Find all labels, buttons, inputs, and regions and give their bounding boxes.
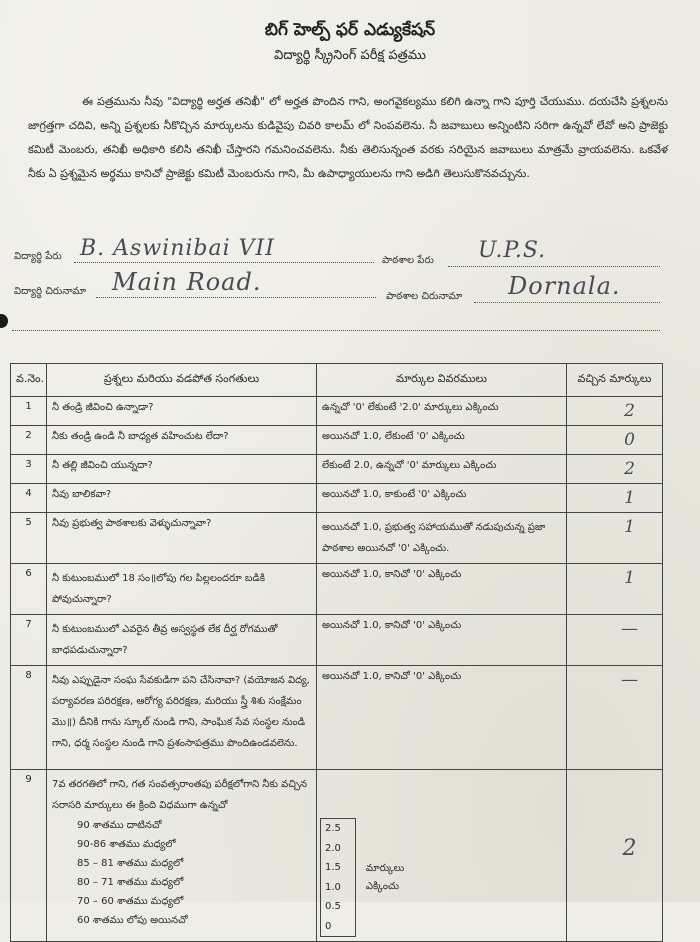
screening-table	[10, 363, 663, 942]
handwritten-mark: 1	[624, 488, 635, 508]
row-mark[interactable]	[567, 666, 663, 770]
score-value: 0.5	[325, 901, 341, 912]
school-name-label: పాఠశాల పేరు	[382, 255, 434, 266]
row-number: 6	[11, 564, 47, 615]
table-row	[11, 484, 663, 513]
score-value: 0	[325, 920, 332, 932]
table-header-row	[11, 364, 663, 397]
row-question: నీవు ప్రభుత్వ పాఠశాలకు వెళ్ళుచున్నావా?	[47, 513, 317, 564]
table-row	[11, 770, 663, 942]
student-address-label: విద్యార్థి చిరునామా	[14, 286, 87, 297]
score-value: 1.0	[325, 881, 341, 893]
handwritten-mark: 1	[624, 517, 635, 537]
row-mark[interactable]	[567, 513, 663, 564]
row-mark[interactable]	[567, 770, 663, 942]
row-details: అయినచో 1.0, కానిచో '0' ఎక్కించు	[317, 615, 567, 666]
table-row	[11, 513, 663, 564]
score-value: 1.5	[325, 862, 341, 873]
student-address-line	[96, 297, 376, 298]
table-row	[11, 397, 663, 426]
school-name-line	[448, 266, 660, 267]
row-number: 1	[11, 397, 47, 426]
school-address-line	[474, 302, 660, 303]
row-details: ఉన్నచో '0' లేకుంటే '2.0' మార్కులు ఎక్కించు	[317, 397, 567, 426]
row-mark[interactable]	[567, 455, 663, 484]
row-question: నీవు బాలికవా?	[47, 484, 317, 513]
row-mark[interactable]	[567, 615, 663, 666]
row-number: 3	[11, 455, 47, 484]
row-mark[interactable]	[567, 397, 663, 426]
row-question: నీవు ఎప్పుడైనా సంఘ సేవకుడిగా పని చేసినావా? (వయోజన విద్య, పర్యావరణ పరిరక్షణ, ఆరోగ్య పరిరక్షణ, మరియు స్త్రీ శిశు సంక్షేమం మొ॥) దీనికి గాను స్కూల్ నుండి గాని, సాంఘిక సేవ సంస్థల నుండి గాని, ధర్మ సంస్థల నుండి గాని ప్రశంసాపత్రము పొందిఉండవలెను.	[47, 666, 317, 770]
percentage-range: 90 శాతము దాటినచో	[77, 820, 162, 831]
extra-address-line	[12, 330, 660, 331]
row-number: 5	[11, 513, 47, 564]
table-row	[11, 666, 663, 770]
row-number: 4	[11, 484, 47, 513]
row-question: నీ కుటుంబములో 18 సం॥లోపు గల పిల్లలందరూ బడికి పోవుచున్నారా?	[47, 564, 317, 615]
row-mark[interactable]	[567, 564, 663, 615]
row-mark[interactable]	[567, 484, 663, 513]
school-address-label: పాఠశాల చిరునామా	[386, 291, 463, 302]
table-row	[11, 564, 663, 615]
percentage-range: 60 శాతము లోపు అయినచో	[77, 915, 188, 926]
handwritten-mark: —	[621, 670, 638, 690]
table-row	[11, 426, 663, 455]
school-address-value[interactable]: Dornala.	[508, 272, 621, 300]
percentage-range: 80 – 71 శాతము మధ్యలో	[77, 877, 184, 888]
handwritten-mark: 0	[624, 430, 635, 450]
header-serial: వ.నెం.	[11, 364, 47, 397]
percentage-range: 90-86 శాతము మధ్యలో	[77, 839, 176, 850]
handwritten-mark: 2	[624, 401, 635, 421]
row-question: నీకు తండ్రి ఉండి నీ బాధ్యత వహించుట లేదా?	[47, 426, 317, 455]
instructions-paragraph: ఈ పత్రమును నీవు "విద్యార్థి అర్హత తనిఖీ" లో అర్హత పొందిన గాని, అంగవైకల్యము కలిగి ఉన్నా గాని పూర్తి చేయుము. దయచేసి ప్రశ్నలను జాగ్రత్తగా చదివి, అన్ని ప్రశ్నలకు నీకొచ్చిన మార్కులను కుడివైపు చివరి కాలమ్ లో నింపవలెను. నీ జవాబులు అన్నింటిని సరిగా ఉన్నవో లేవో అని ప్రాజెక్టు కమిటీ మెంబరు, తనిఖీ అధికారి కలిసి తనిఖీ చేస్తారని గమనించవలెను. నీకు తెలిసున్నంత వరకు సరియైన జవాబులు మాత్రమే వ్రాయవలెను. ఒకవేళ నీకు ఏ ప్రశ్నమైన అర్థము కానిచో ప్రాజెక్టు కమిటీ మెంబరును గాని, మీ ఉపాధ్యాయులను గాని అడిగి తెలుసుకొనవచ్చును.	[28, 95, 668, 180]
percentage-range: 85 – 81 శాతము మధ్యలో	[77, 858, 184, 869]
row-details: లేకుంటే 2.0, ఉన్నచో '0' మార్కులు ఎక్కించు	[317, 455, 567, 484]
row-mark[interactable]	[567, 426, 663, 455]
handwritten-mark: 2	[624, 459, 635, 479]
punch-hole	[0, 314, 8, 328]
score-caption: మార్కులు ఎక్కించు	[365, 862, 405, 892]
row-details	[317, 770, 567, 942]
form-title: బిగ్ హెల్ప్ ఫర్ ఎడ్యుకేషన్	[264, 20, 436, 40]
student-name-value[interactable]: B. Aswinibai VII	[80, 236, 275, 261]
percentage-range-list	[52, 816, 311, 930]
row-details: అయినచో 1.0, కానిచో '0' ఎక్కించు	[317, 564, 567, 615]
header-mark-details: మార్కుల వివరములు	[317, 364, 567, 397]
row-details: అయినచో 1.0, కాకుంటే '0' ఎక్కించు	[317, 484, 567, 513]
row-details: అయినచో 1.0, లేకుంటే '0' ఎక్కించు	[317, 426, 567, 455]
form-subtitle: విద్యార్థి స్క్రీనింగ్ పరీక్ష పత్రము	[274, 48, 426, 63]
table-row	[11, 615, 663, 666]
handwritten-mark: —	[621, 619, 638, 639]
score-value: 2.5	[325, 823, 341, 834]
row-number: 8	[11, 666, 47, 770]
header-questions: ప్రశ్నలు మరియు వడపోత సంగతులు	[47, 364, 317, 397]
student-name-line	[74, 262, 374, 263]
handwritten-mark: 2	[622, 836, 637, 861]
student-address-value[interactable]: Main Road.	[112, 268, 262, 296]
row-details: అయినచో 1.0, కానిచో '0' ఎక్కించు	[317, 666, 567, 770]
percentage-range: 70 – 60 శాతము మధ్యలో	[77, 896, 184, 907]
row-number: 7	[11, 615, 47, 666]
row-question-text: 7వ తరగతిలో గాని, గత సంవత్సరాంతపు పరీక్షలోగాని నీకు వచ్చిన సరాసరి మార్కులు ఈ క్రింది విధముగా ఉన్నచో	[52, 779, 307, 811]
row-question: నీ కుటుంబములో ఎవరైన తీవ్ర అస్వస్థత లేక దీర్ఘ రోగముతో బాధపడుచున్నారా?	[47, 615, 317, 666]
row-question: నీ తండ్రి జీవించి ఉన్నాడా?	[47, 397, 317, 426]
row-number: 2	[11, 426, 47, 455]
row-question: నీ తల్లి జీవించి యున్నదా?	[47, 455, 317, 484]
row-question	[47, 770, 317, 942]
row-details: అయినచో 1.0, ప్రభుత్వ సహాయముతో నడుపుచున్న ప్రజా పాఠశాల అయినచో '0' ఎక్కించు.	[317, 513, 567, 564]
table-row	[11, 455, 663, 484]
student-name-label: విద్యార్థి పేరు	[14, 251, 62, 262]
header-marks-obtained: వచ్చిన మార్కులు	[567, 364, 663, 397]
score-scale	[320, 818, 561, 937]
score-value: 2.0	[325, 842, 341, 854]
handwritten-mark: 1	[624, 568, 635, 588]
score-values	[320, 818, 356, 937]
row-number: 9	[11, 770, 47, 942]
school-name-value[interactable]: U.P.S.	[478, 238, 547, 263]
